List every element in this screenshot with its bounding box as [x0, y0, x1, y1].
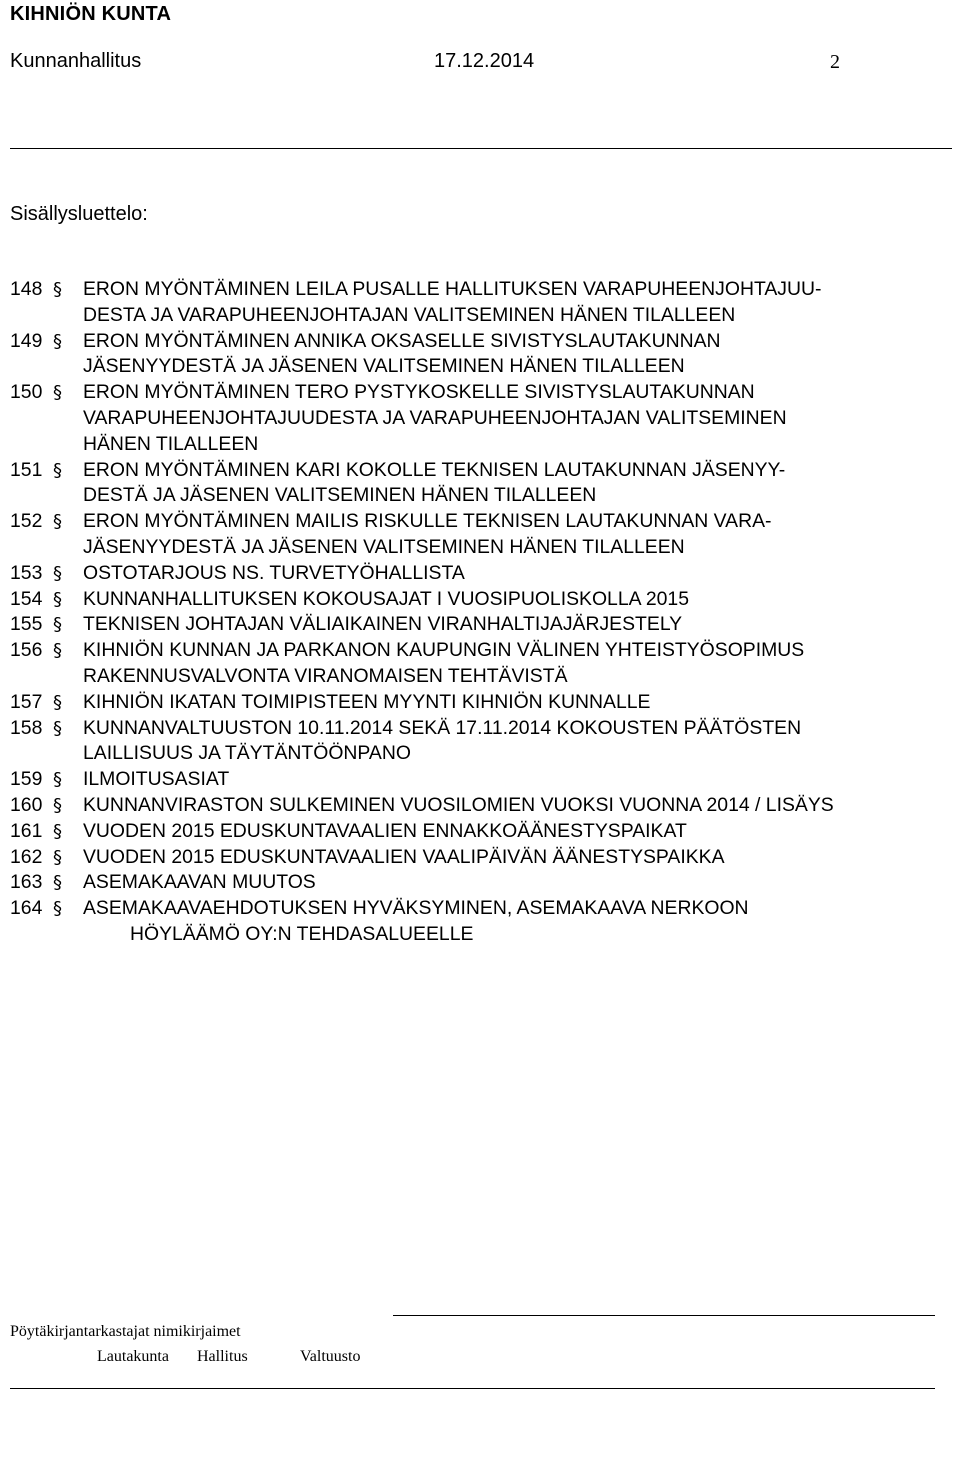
section-sign-icon: § [53, 588, 62, 610]
section-sign-icon: § [53, 279, 62, 300]
toc-item-number: 160 [10, 793, 43, 816]
footer-column-hallitus: Hallitus [197, 1348, 248, 1365]
toc-item-number: 154 [10, 587, 43, 610]
footer-column-valtuusto: Valtuusto [300, 1348, 361, 1365]
toc-item-text: ERON MYÖNTÄMINEN MAILIS RISKULLE TEKNISEN LAUTAKUNNAN VARA- [83, 510, 772, 533]
toc-item-text: ERON MYÖNTÄMINEN TERO PYSTYKOSKELLE SIVISTYSLAUTAKUNNAN [83, 381, 755, 404]
toc-item-text: KUNNANVALTUUSTON 10.11.2014 SEKÄ 17.11.2014 KOKOUSTEN PÄÄTÖSTEN [83, 716, 802, 739]
section-sign-icon: § [53, 330, 62, 352]
organization-name: KIHNIÖN KUNTA [10, 3, 172, 25]
section-sign-icon: § [53, 898, 62, 920]
footer-divider [393, 1315, 935, 1316]
section-sign-icon: § [53, 717, 62, 739]
toc-item [10, 819, 955, 845]
toc-item-text: DESTÄ JA JÄSENEN VALITSEMINEN HÄNEN TILALLEEN [83, 484, 597, 507]
toc-item [10, 612, 955, 638]
header-divider [10, 148, 952, 149]
toc-item [10, 277, 955, 329]
toc-item-text: VUODEN 2015 EDUSKUNTAVAALIEN ENNAKKOÄÄNESTYSPAIKAT [83, 819, 687, 842]
section-sign-icon: § [53, 562, 62, 584]
page-number: 2 [830, 51, 840, 73]
section-sign-icon: § [53, 511, 62, 533]
toc-item-number: 155 [10, 613, 43, 636]
toc-item-text: HÖYLÄÄMÖ OY:N TEHDASALUEELLE [130, 922, 474, 945]
toc-item-number: 162 [10, 845, 43, 868]
toc-item-text: KIHNIÖN KUNNAN JA PARKANON KAUPUNGIN VÄLINEN YHTEISTYÖSOPIMUS [83, 639, 805, 662]
toc-item-number: 149 [10, 329, 43, 352]
toc-item [10, 329, 955, 381]
toc-item [10, 767, 955, 793]
toc-item-text: KUNNANHALLITUKSEN KOKOUSAJAT I VUOSIPUOLISKOLLA 2015 [83, 587, 689, 610]
toc-item-text: TEKNISEN JOHTAJAN VÄLIAIKAINEN VIRANHALTIJAJÄRJESTELY [83, 613, 683, 636]
footer-signatures [10, 1318, 935, 1389]
footer-title: Pöytäkirjantarkastajat nimikirjaimet [10, 1323, 241, 1340]
toc-item-text: JÄSENYYDESTÄ JA JÄSENEN VALITSEMINEN HÄNEN TILALLEEN [83, 355, 685, 378]
section-sign-icon: § [53, 459, 62, 481]
section-sign-icon: § [53, 640, 62, 662]
toc-item-text: KUNNANVIRASTON SULKEMINEN VUOSILOMIEN VUOKSI VUONNA 2014 / LISÄYS [83, 793, 834, 816]
toc-item [10, 896, 955, 948]
body-name: Kunnanhallitus [10, 50, 142, 72]
toc-item-text: HÄNEN TILALLEEN [83, 432, 259, 455]
toc-item-number: 158 [10, 716, 43, 739]
toc-item [10, 458, 955, 510]
toc-item-number: 150 [10, 381, 43, 404]
toc-item-text: LAILLISUUS JA TÄYTÄNTÖÖNPANO [83, 742, 411, 765]
toc-item-number: 159 [10, 768, 43, 791]
toc-title: Sisällysluettelo: [10, 203, 148, 225]
toc-item-text: ERON MYÖNTÄMINEN KARI KOKOLLE TEKNISEN LAUTAKUNNAN JÄSENYY- [83, 458, 786, 481]
toc-item-text: ASEMAKAAVAEHDOTUKSEN HYVÄKSYMINEN, ASEMAKAAVA NERKOON [83, 897, 749, 920]
toc-item-text: OSTOTARJOUS NS. TURVETYÖHALLISTA [83, 561, 465, 584]
toc-item [10, 690, 955, 716]
toc-item-text: ASEMAKAAVAN MUUTOS [83, 871, 316, 894]
toc-item-text: ILMOITUSASIAT [83, 768, 230, 791]
meeting-date: 17.12.2014 [434, 50, 535, 72]
footer-column-lautakunta: Lautakunta [97, 1348, 169, 1365]
toc-item [10, 561, 955, 587]
toc-item-text: KIHNIÖN IKATAN TOIMIPISTEEN MYYNTI KIHNIÖN KUNNALLE [83, 690, 651, 713]
toc-item [10, 716, 955, 768]
toc-item-number: 152 [10, 510, 43, 533]
toc-item-number: 156 [10, 639, 43, 662]
toc-item-text: JÄSENYYDESTÄ JA JÄSENEN VALITSEMINEN HÄNEN TILALLEEN [83, 535, 685, 558]
toc-item-text: ERON MYÖNTÄMINEN ANNIKA OKSASELLE SIVISTYSLAUTAKUNNAN [83, 329, 721, 352]
section-sign-icon: § [53, 820, 62, 842]
toc-item-text: VARAPUHEENJOHTAJUUDESTA JA VARAPUHEENJOHTAJAN VALITSEMINEN [83, 406, 787, 429]
toc-item [10, 845, 955, 871]
toc-item-number: 163 [10, 871, 43, 894]
toc-item-number: 157 [10, 690, 43, 713]
toc-item [10, 587, 955, 613]
section-sign-icon: § [53, 382, 62, 404]
toc-item-number: 153 [10, 561, 43, 584]
section-sign-icon: § [53, 614, 62, 636]
toc-item-number: 151 [10, 458, 43, 481]
toc-item-number: 161 [10, 819, 43, 842]
section-sign-icon: § [53, 794, 62, 816]
toc-item-text: ERON MYÖNTÄMINEN LEILA PUSALLE HALLITUKSEN VARAPUHEENJOHTAJUU- [83, 278, 822, 300]
toc-item-text: RAKENNUSVALVONTA VIRANOMAISEN TEHTÄVISTÄ [83, 664, 568, 687]
toc-item [10, 870, 955, 896]
toc-item [10, 638, 955, 690]
toc-item-text: DESTA JA VARAPUHEENJOHTAJAN VALITSEMINEN HÄNEN TILALLEEN [83, 303, 736, 326]
table-of-contents [10, 277, 955, 948]
toc-item [10, 509, 955, 561]
toc-item-text: VUODEN 2015 EDUSKUNTAVAALIEN VAALIPÄIVÄN ÄÄNESTYSPAIKKA [83, 845, 725, 868]
toc-item [10, 380, 955, 457]
section-sign-icon: § [53, 872, 62, 894]
section-sign-icon: § [53, 769, 62, 791]
toc-item-number: 164 [10, 897, 43, 920]
toc-item [10, 793, 955, 819]
toc-item-number: 148 [10, 278, 43, 300]
section-sign-icon: § [53, 846, 62, 868]
section-sign-icon: § [53, 691, 62, 713]
